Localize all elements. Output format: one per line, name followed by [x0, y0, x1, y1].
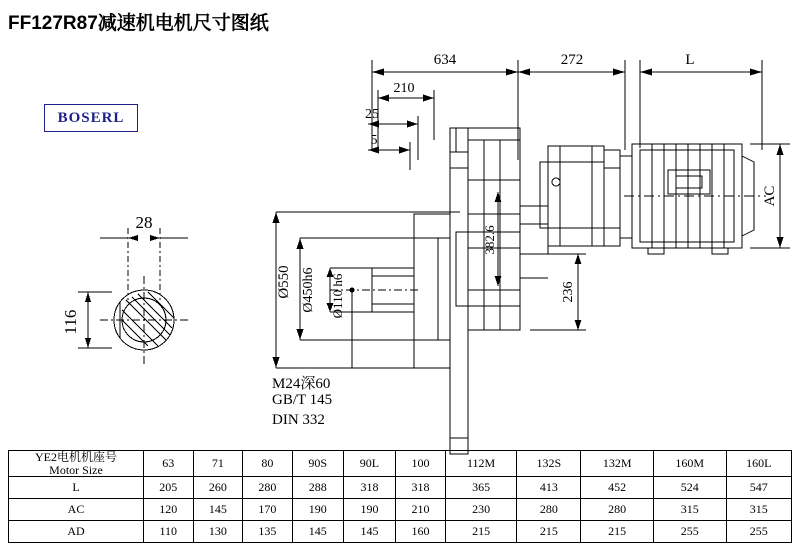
note-din332: DIN 332: [272, 412, 325, 428]
cell-ad: 160: [396, 521, 446, 543]
cell-l: 318: [396, 477, 446, 499]
motor-size-cell: 112M: [445, 451, 517, 477]
svg-text:AC: AC: [762, 185, 778, 207]
brand-logo: BOSERL: [44, 104, 138, 132]
cell-ac: 315: [726, 499, 792, 521]
cell-ac: 120: [144, 499, 194, 521]
motor-dimension-table: [8, 450, 792, 543]
motor-size-cell: 90L: [343, 451, 395, 477]
motor-size-cell: 71: [193, 451, 243, 477]
header-label-en: Motor Size: [49, 462, 103, 477]
cell-ad: 255: [653, 521, 726, 543]
cell-ac: 190: [343, 499, 395, 521]
table-header-row: [9, 451, 792, 477]
svg-text:25: 25: [365, 107, 379, 122]
cell-ad: 215: [517, 521, 581, 543]
table-row: [9, 521, 792, 543]
row-label-l: L: [9, 477, 144, 499]
motor-size-cell: 100: [396, 451, 446, 477]
svg-text:236: 236: [561, 281, 576, 303]
svg-text:Ø450h6: Ø450h6: [301, 267, 316, 313]
svg-text:382.6: 382.6: [482, 225, 497, 255]
table-row: [9, 477, 792, 499]
page-title: FF127R87减速机电机尺寸图纸: [8, 13, 269, 34]
motor-size-cell: 132M: [581, 451, 654, 477]
svg-text:Ø110 h6: Ø110 h6: [330, 273, 345, 319]
cell-ac: 190: [292, 499, 343, 521]
table-row-label-motor-size: [9, 451, 144, 477]
cell-l: 280: [243, 477, 293, 499]
cell-ac: 170: [243, 499, 293, 521]
cell-ad: 255: [726, 521, 792, 543]
cell-ac: 280: [581, 499, 654, 521]
svg-text:634: 634: [433, 52, 457, 68]
cell-l: 205: [144, 477, 194, 499]
motor-size-cell: 132S: [517, 451, 581, 477]
svg-text:5: 5: [370, 133, 378, 148]
cell-l: 288: [292, 477, 343, 499]
cell-l: 260: [193, 477, 243, 499]
cell-ac: 315: [653, 499, 726, 521]
svg-text:272: 272: [560, 52, 584, 68]
cell-ad: 215: [445, 521, 517, 543]
cell-ad: 135: [243, 521, 293, 543]
cell-l: 413: [517, 477, 581, 499]
cell-ad: 110: [144, 521, 194, 543]
motor-size-cell: 80: [243, 451, 293, 477]
cell-l: 547: [726, 477, 792, 499]
note-m24: M24深60: [272, 376, 331, 392]
cell-l: 524: [653, 477, 726, 499]
cell-l: 452: [581, 477, 654, 499]
note-gbt145: GB/T 145: [272, 392, 333, 408]
cell-ac: 230: [445, 499, 517, 521]
svg-text:L: L: [685, 52, 695, 68]
cell-l: 318: [343, 477, 395, 499]
row-label-ad: AD: [9, 521, 144, 543]
cell-ad: 130: [193, 521, 243, 543]
cell-ac: 280: [517, 499, 581, 521]
header-label-cn: YE2电机机座号: [35, 450, 117, 464]
cell-ad: 215: [581, 521, 654, 543]
row-label-ac: AC: [9, 499, 144, 521]
svg-text:116: 116: [61, 309, 80, 335]
cell-ad: 145: [292, 521, 343, 543]
svg-text:210: 210: [393, 81, 415, 96]
motor-size-cell: 160L: [726, 451, 792, 477]
motor-size-cell: 63: [144, 451, 194, 477]
svg-text:Ø550: Ø550: [276, 265, 292, 299]
cell-ad: 145: [343, 521, 395, 543]
cell-ac: 145: [193, 499, 243, 521]
table-row: [9, 499, 792, 521]
cell-l: 365: [445, 477, 517, 499]
motor-size-cell: 160M: [653, 451, 726, 477]
cell-ac: 210: [396, 499, 446, 521]
svg-text:28: 28: [135, 213, 153, 232]
motor-size-cell: 90S: [292, 451, 343, 477]
